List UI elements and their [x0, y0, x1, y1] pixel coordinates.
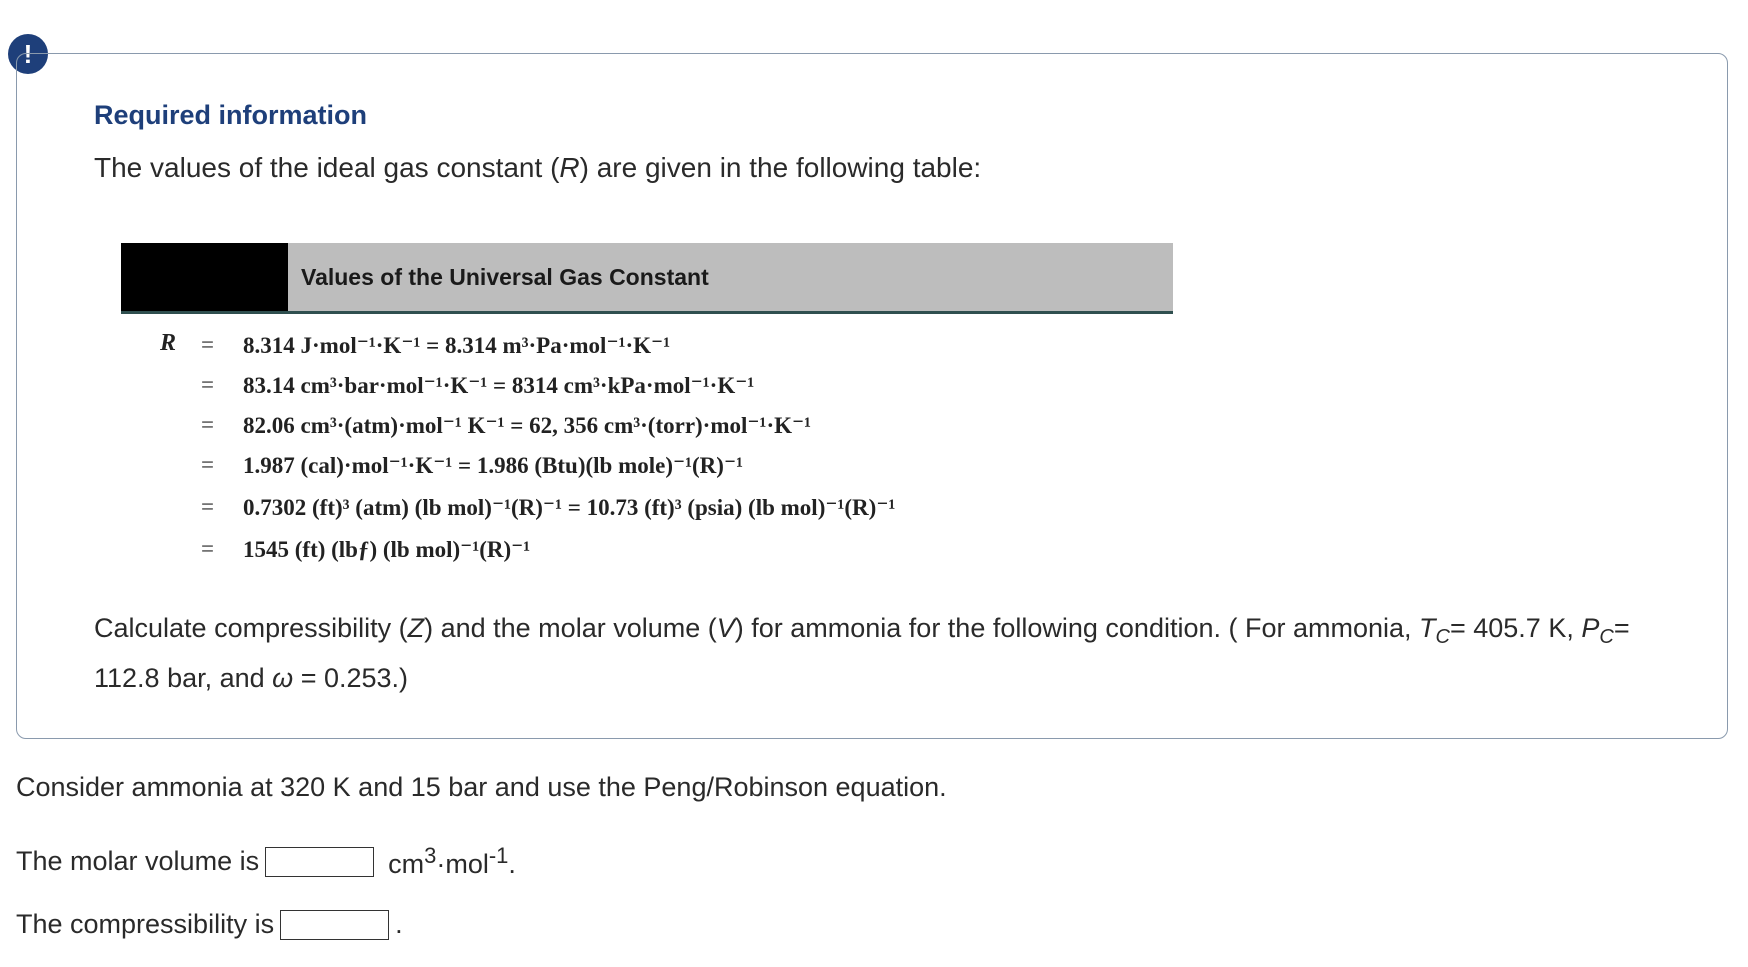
intro-var: R: [559, 152, 580, 183]
compressibility-period: .: [395, 909, 403, 939]
intro-text: [94, 152, 981, 184]
equation-lhs: R: [160, 330, 177, 356]
gas-constant-table-header: [121, 243, 1173, 314]
table-header-title: Values of the Universal Gas Constant: [288, 243, 1173, 311]
gas-constant-row-6: 1545 (ft) (lbƒ) (lb mol)⁻¹(R)⁻¹: [243, 537, 531, 562]
unit-exp-minus-1: -1: [488, 843, 509, 868]
gas-constant-row-4: 1.987 (cal)·mol⁻¹·K⁻¹ = 1.986 (Btu)(lb mole)⁻¹(R)⁻¹: [243, 453, 743, 478]
compressibility-row: [16, 909, 403, 940]
unit-period: .: [508, 849, 516, 879]
gas-constant-row-1: 8.314 J·mol⁻¹·K⁻¹ = 8.314 m³·Pa·mol⁻¹·K⁻¹: [243, 333, 671, 358]
q-part: = 0.253.): [293, 663, 409, 693]
gas-constant-row-5: 0.7302 (ft)³ (atm) (lb mol)⁻¹(R)⁻¹ = 10.73 (ft)³ (psia) (lb mol)⁻¹(R)⁻¹: [243, 495, 896, 520]
molar-volume-row: [16, 843, 516, 880]
q-part: ) and the molar volume (: [424, 613, 717, 643]
q-z: Z: [407, 613, 425, 643]
equals-sign: =: [201, 536, 214, 561]
q-p: P: [1581, 613, 1600, 643]
equals-sign: =: [201, 412, 214, 437]
intro-pre: The values of the ideal gas constant (: [94, 152, 560, 183]
q-pc-sub: C: [1599, 626, 1614, 648]
equals-sign: =: [201, 372, 214, 397]
equals-sign: =: [201, 494, 214, 519]
q-part: = 405.7 K,: [1449, 613, 1582, 643]
condition-text: Consider ammonia at 320 K and 15 bar and use the Peng/Robinson equation.: [16, 772, 947, 802]
q-part: Calculate compressibility (: [94, 613, 408, 643]
molar-volume-input[interactable]: [265, 847, 374, 877]
question-text: [94, 608, 1654, 699]
q-omega: ω: [272, 663, 294, 693]
gas-constant-row-3: 82.06 cm³·(atm)·mol⁻¹ K⁻¹ = 62, 356 cm³·(torr)·mol⁻¹·K⁻¹: [243, 413, 812, 438]
compressibility-label: The compressibility is: [16, 909, 275, 939]
required-info-title: Required information: [94, 100, 368, 130]
alert-icon: !: [8, 34, 48, 74]
unit-mol: ·mol: [436, 849, 489, 879]
table-header-black-block: [121, 243, 288, 311]
unit-cm: cm: [388, 849, 425, 879]
molar-volume-label: The molar volume is: [16, 846, 260, 876]
equals-sign: =: [201, 332, 214, 357]
q-part: = 112.8 bar, and: [94, 613, 1630, 693]
intro-post: ) are given in the following table:: [579, 152, 982, 183]
q-t: T: [1419, 613, 1436, 643]
compressibility-input[interactable]: [280, 910, 389, 940]
equals-sign: =: [201, 452, 214, 477]
unit-exp-3: 3: [424, 843, 437, 868]
q-tc-sub: C: [1435, 626, 1450, 648]
gas-constant-row-2: 83.14 cm³·bar·mol⁻¹·K⁻¹ = 8314 cm³·kPa·mol⁻¹·K⁻¹: [243, 373, 755, 398]
molar-volume-unit: [388, 843, 516, 880]
q-part: ) for ammonia for the following condition. ( For ammonia,: [734, 613, 1420, 643]
q-v: V: [716, 613, 735, 643]
